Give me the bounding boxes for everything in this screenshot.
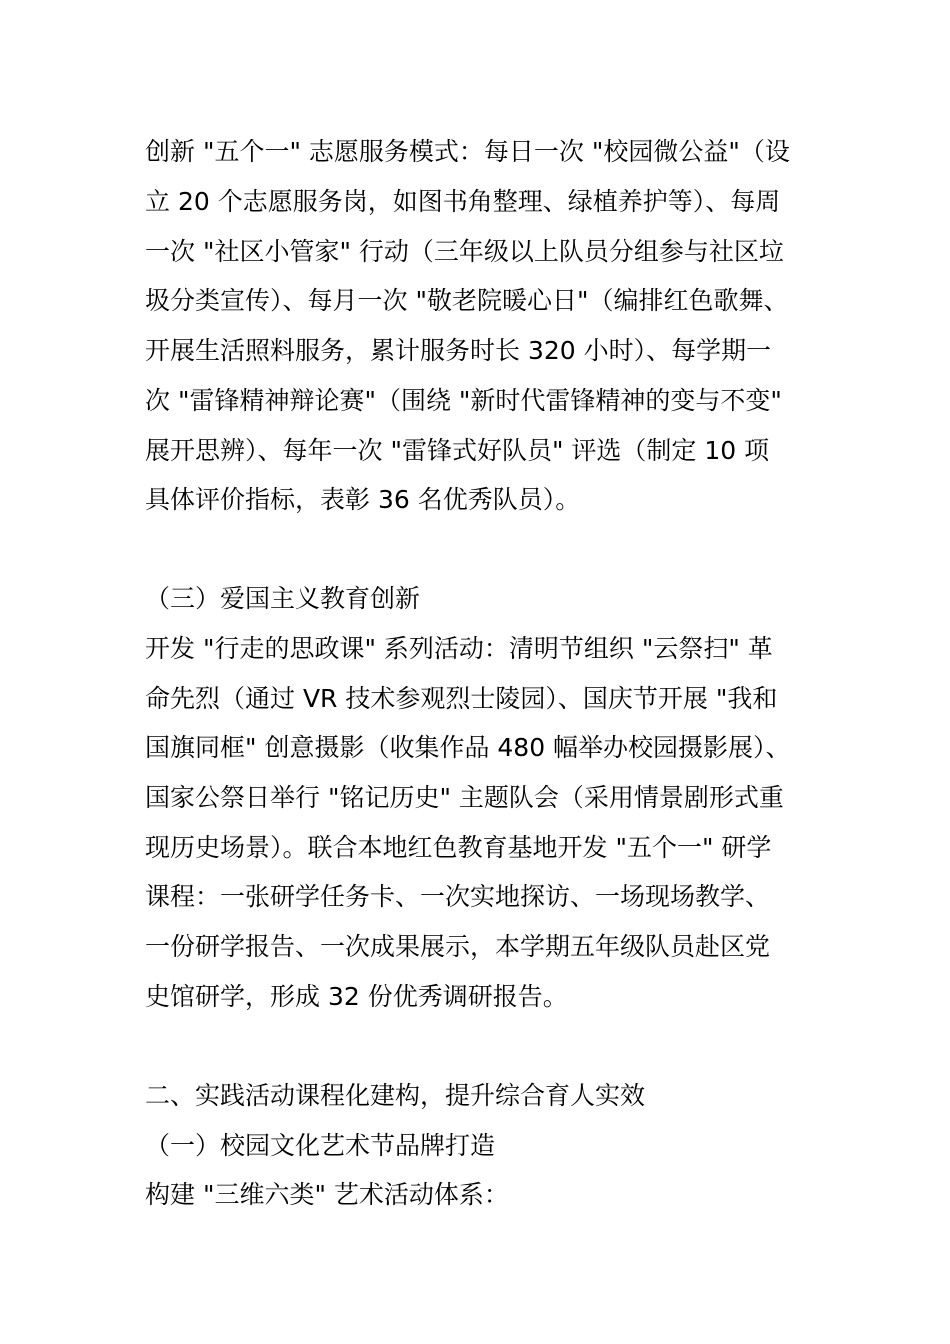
text-line: 史馆研学，形成 32 份优秀调研报告。 xyxy=(145,982,568,1011)
text-line: 展开思辨）、每年一次 "雷锋式好队员" 评选（制定 10 项 xyxy=(145,436,770,465)
text-line: 具体评价指标，表彰 36 名优秀队员）。 xyxy=(145,485,581,514)
subsection-title-art-festival: （一）校园文化艺术节品牌打造 xyxy=(145,1131,496,1160)
section-heading-patriotic-education: （三）爱国主义教育创新 xyxy=(145,584,421,613)
text-line: 课程：一张研学任务卡、一次实地探访、一场现场教学、 xyxy=(145,882,771,911)
text-line: 开展生活照料服务，累计服务时长 320 小时）、每学期一 xyxy=(145,336,772,365)
text-line: 圾分类宣传）、每月一次 "敬老院暖心日"（编排红色歌舞、 xyxy=(145,286,789,315)
text-line: 立 20 个志愿服务岗，如图书角整理、绿植养护等）、每周 xyxy=(145,187,781,216)
text-line: 国家公祭日举行 "铭记历史" 主题队会（采用情景剧形式重 xyxy=(145,783,784,812)
text-line: 一份研学报告、一次成果展示，本学期五年级队员赴区党 xyxy=(145,932,771,961)
section-title-practice-curriculum: 二、实践活动课程化建构，提升综合育人实效 xyxy=(145,1081,646,1110)
text-line: 现历史场景）。联合本地红色教育基地开发 "五个一" 研学 xyxy=(145,833,772,862)
text-line: 创新 "五个一" 志愿服务模式：每日一次 "校园微公益"（设 xyxy=(145,137,790,166)
text-line: 国旗同框" 创意摄影（收集作品 480 幅举办校园摄影展）、 xyxy=(145,733,791,762)
text-line: 命先烈（通过 VR 技术参观烈士陵园）、国庆节开展 "我和 xyxy=(145,684,778,713)
paragraph-art-activity-system: 构建 "三维六类" 艺术活动体系： xyxy=(145,1180,509,1209)
text-line: 一次 "社区小管家" 行动（三年级以上队员分组参与社区垃 xyxy=(145,237,784,266)
text-line: 开发 "行走的思政课" 系列活动：清明节组织 "云祭扫" 革 xyxy=(145,634,773,663)
text-line: 次 "雷锋精神辩论赛"（围绕 "新时代雷锋精神的变与不变" xyxy=(145,386,782,415)
